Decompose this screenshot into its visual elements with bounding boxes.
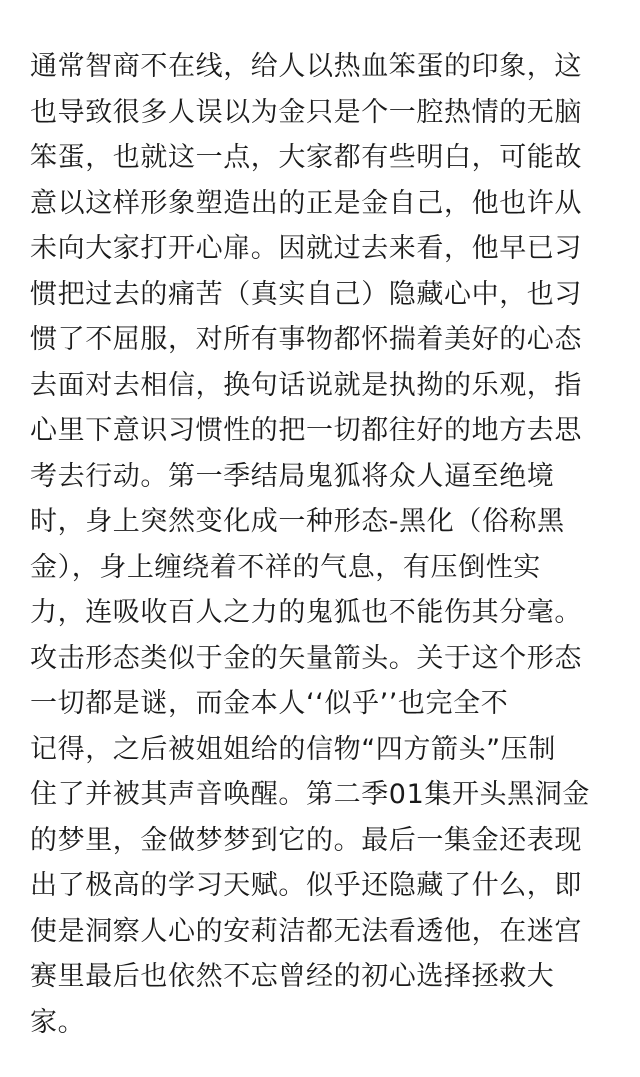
text-line: 惯了不屈服，对所有事物都怀揣着美好的心态 [30,324,582,355]
text-line: 金），身上缠绕着不祥的气息，有压倒性实 [30,551,541,583]
text-line: 的梦里，金做梦梦到它的。最后一集金还表现 [30,824,582,856]
text-line: 未向大家打开心扉。因就过去来看，他早已习 [30,233,582,264]
text-line: 记得，之后被姐姐给的信物“四方箭头”压制 [30,733,556,765]
text-line: 考去行动。第一季结局鬼狐将众人逼至绝境 [30,460,555,492]
text-line: 笨蛋，也就这一点，大家都有些明白，可能故 [30,142,582,173]
article-body [30,44,615,1045]
text-line: 使是洞察人心的安莉洁都无法看透他，在迷宫 [30,915,582,947]
text-line: 出了极高的学习天赋。似乎还隐藏了什么，即 [30,870,582,901]
text-line: 心里下意识习惯性的把一切都往好的地方去思 [30,415,582,446]
text-line: 时，身上突然变化成一种形态-黑化（俗称黑 [30,506,565,537]
text-line: 赛里最后也依然不忘曾经的初心选择拯救大 [30,961,555,992]
text-line: 家。 [30,1006,86,1038]
text-line: 惯把过去的痛苦（真实自己）隐藏心中，也习 [30,278,582,310]
text-line: 意以这样形象塑造出的正是金自己，他也许从 [30,187,582,219]
text-line: 去面对去相信，换句话说就是执拗的乐观，指 [30,369,582,401]
text-line: 攻击形态类似于金的矢量箭头。关于这个形态 [30,642,582,674]
text-line: 通常智商不在线，给人以热血笨蛋的印象，这 [30,51,582,82]
text-line: 一切都是谜，而金本人‘‘似乎’’也完全不 [30,688,509,719]
text-line: 也导致很多人误以为金只是个一腔热情的无脑 [30,96,582,128]
text-line: 住了并被其声音唤醒。第二季01集开头黑洞金 [30,779,590,810]
text-line: 力，连吸收百人之力的鬼狐也不能伤其分毫。 [30,597,582,628]
